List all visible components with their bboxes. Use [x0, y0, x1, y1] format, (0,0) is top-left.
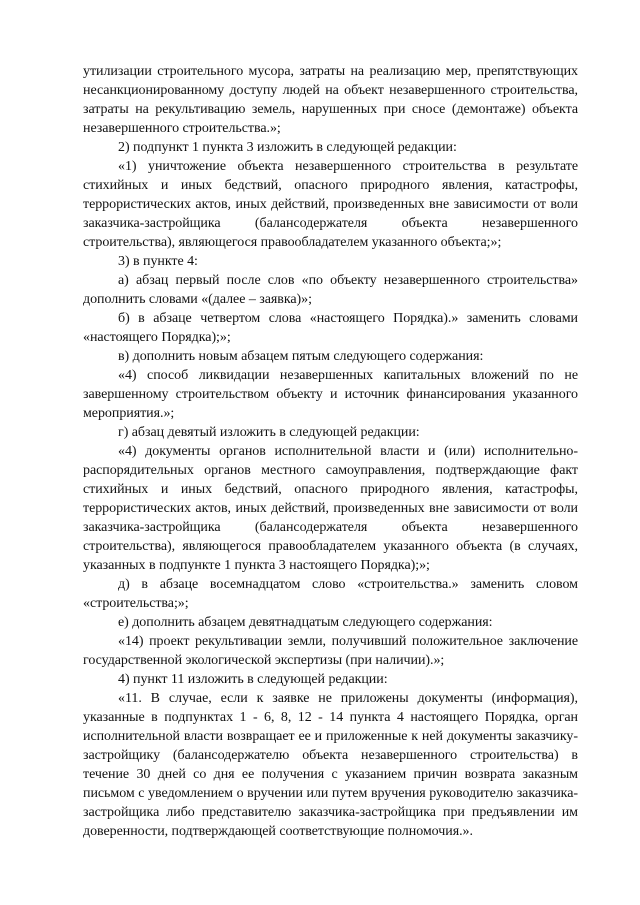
paragraph-2: 2) подпункт 1 пункта 3 изложить в следующей редакции:	[118, 140, 457, 155]
paragraph-10: «4) документы органов исполнительной власти и (или) исполнительно-распорядительных органов местного самоуправления, подтверждающие факт стихийных и иных бедствий, опасного природного явления, катастрофы, террористических актов, иных действий, произведенных вне зависимости от воли заказчика-застройщика (балансодержателя объекта незавершенного строительства), являющегося правообладателем указанного объекта (в случаях, указанных в подпункте 1 пункта 3 настоящего Порядка);»;	[83, 444, 578, 573]
paragraph-15: «11. В случае, если к заявке не приложены документы (информация), указанные в подпунктах 1 - 6, 8, 12 - 14 пункта 4 настоящего Порядка, орган исполнительной власти возвращает ее и приложенные к ней документы заказчику-застройщику (балансодержателю объекта незавершенного строительства) в течение 30 дней со дня ее получения с указанием причин возврата заказным письмом с уведомлением о вручении или путем вручения руководителю заказчика-застройщика либо представителю заказчика-застройщика при предъявлении им доверенности, подтверждающей соответствующие полномочия.».	[83, 691, 578, 839]
paragraph-9: г) абзац девятый изложить в следующей редакции:	[118, 425, 420, 440]
paragraph-14: 4) пункт 11 изложить в следующей редакции:	[118, 672, 388, 687]
paragraph-11: д) в абзаце восемнадцатом слово «строительства.» заменить словом «строительства;»;	[83, 577, 578, 611]
paragraph-8: «4) способ ликвидации незавершенных капитальных вложений по не завершенному строительством объекту и источник финансирования указанного мероприятия.»;	[83, 368, 578, 421]
paragraph-1: утилизации строительного мусора, затраты на реализацию мер, препятствующих несанкционированному доступу людей на объект незавершенного строительства, затраты на рекультивацию земель, нарушенных при сносе (демонтаже) объекта незавершенного строительства.»;	[83, 64, 578, 136]
paragraph-4: 3) в пункте 4:	[118, 254, 198, 269]
document-body	[83, 62, 578, 841]
paragraph-6: б) в абзаце четвертом слова «настоящего Порядка).» заменить словами «настоящего Порядка);»;	[83, 311, 578, 345]
paragraph-7: в) дополнить новым абзацем пятым следующего содержания:	[118, 349, 484, 364]
paragraph-3: «1) уничтожение объекта незавершенного строительства в результате стихийных и иных бедствий, опасного природного явления, катастрофы, террористических актов, иных действий, произведенных вне зависимости от воли заказчика-застройщика (балансодержателя объекта незавершенного строительства), являющегося правообладателем указанного объекта;»;	[83, 159, 578, 250]
paragraph-13: «14) проект рекультивации земли, получивший положительное заключение государственной экологической экспертизы (при наличии).»;	[83, 634, 578, 668]
paragraph-12: е) дополнить абзацем девятнадцатым следующего содержания:	[118, 615, 493, 630]
paragraph-5: а) абзац первый после слов «по объекту незавершенного строительства» дополнить словами «(далее – заявка)»;	[83, 273, 578, 307]
